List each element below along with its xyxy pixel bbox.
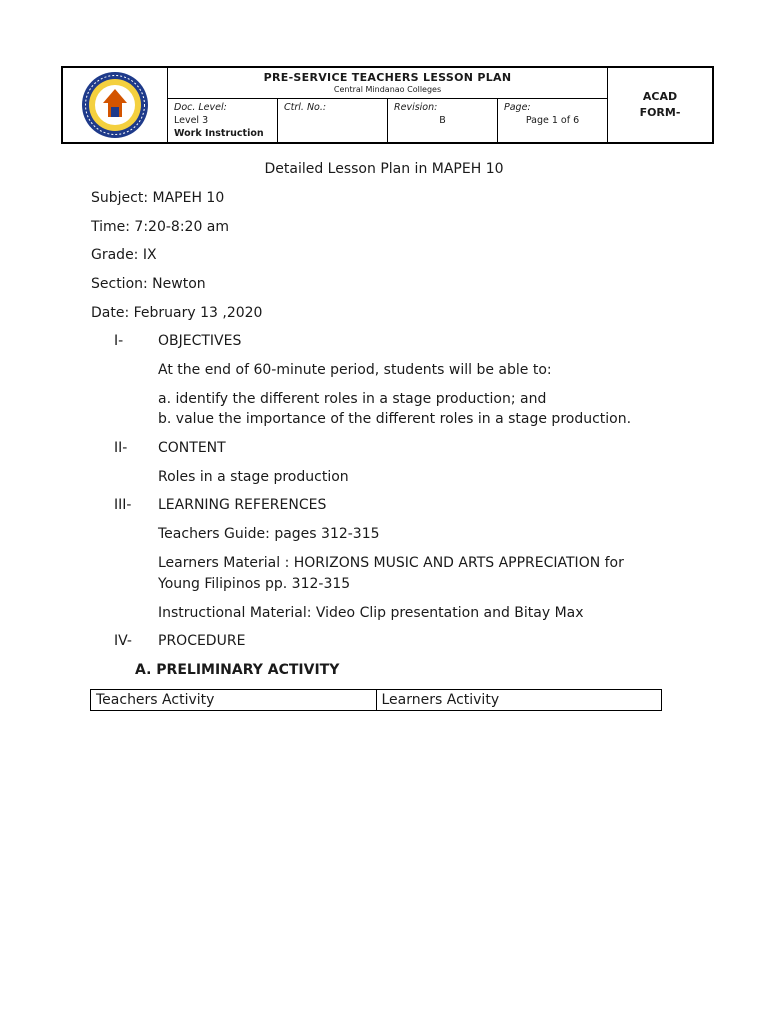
objectives-heading: OBJECTIVES — [158, 333, 242, 349]
learners-material-line2: Young Filipinos pp. 312-315 — [158, 576, 351, 592]
page-label: Page: — [504, 102, 531, 113]
objective-b: b. value the importance of the different roles in a stage production. — [158, 411, 632, 427]
doc-level-value: Level 3 — [174, 115, 209, 126]
grade-line: Grade: IX — [91, 247, 157, 263]
content-number: II- — [114, 440, 128, 456]
doc-level-cell — [168, 99, 278, 142]
objectives-intro: At the end of 60-minute period, students will be able to: — [158, 362, 552, 378]
header-middle — [168, 68, 608, 142]
references-heading: LEARNING REFERENCES — [158, 497, 327, 513]
teachers-activity-header: Teachers Activity — [91, 690, 377, 710]
date-line: Date: February 13 ,2020 — [91, 305, 263, 321]
references-number: III- — [114, 497, 132, 513]
objective-a: a. identify the different roles in a stage production; and — [158, 391, 547, 407]
teachers-guide: Teachers Guide: pages 312-315 — [158, 526, 380, 542]
procedure-heading: PROCEDURE — [158, 633, 246, 649]
doc-level-label: Doc. Level: — [174, 102, 227, 113]
learners-material-line1: Learners Material : HORIZONS MUSIC AND ARTS APPRECIATION for — [158, 555, 624, 571]
revision-label: Revision: — [394, 102, 438, 113]
form-cell — [608, 68, 712, 142]
logo-cell — [63, 68, 168, 142]
objectives-number: I- — [114, 333, 124, 349]
plan-title: PRE-SERVICE TEACHERS LESSON PLAN — [263, 71, 512, 84]
section-line: Section: Newton — [91, 276, 206, 292]
form-line-2: FORM- — [639, 106, 681, 119]
page-cell — [498, 99, 607, 142]
time-line: Time: 7:20-8:20 am — [91, 219, 230, 235]
ctrl-no-label: Ctrl. No.: — [284, 102, 327, 113]
form-line-1: ACAD — [642, 90, 678, 103]
document-title: Detailed Lesson Plan in MAPEH 10 — [264, 161, 504, 177]
preliminary-activity-heading: A. PRELIMINARY ACTIVITY — [135, 662, 340, 678]
college-seal-logo — [80, 70, 150, 140]
subject-line: Subject: MAPEH 10 — [91, 190, 225, 206]
instructional-material: Instructional Material: Video Clip presentation and Bitay Max — [158, 605, 584, 621]
revision-cell — [388, 99, 498, 142]
learners-activity-header: Learners Activity — [381, 692, 500, 708]
title-row — [168, 68, 607, 99]
content-heading: CONTENT — [158, 440, 226, 456]
document-header — [61, 66, 714, 144]
activity-table — [90, 689, 662, 711]
meta-row — [168, 99, 607, 142]
content-text: Roles in a stage production — [158, 469, 349, 485]
college-name: Central Mindanao Colleges — [333, 85, 442, 94]
revision-value: B — [439, 115, 446, 126]
ctrl-no-cell — [278, 99, 388, 142]
procedure-number: IV- — [114, 633, 132, 649]
page-value: Page 1 of 6 — [525, 115, 580, 126]
doc-level-type: Work Instruction — [174, 128, 264, 139]
